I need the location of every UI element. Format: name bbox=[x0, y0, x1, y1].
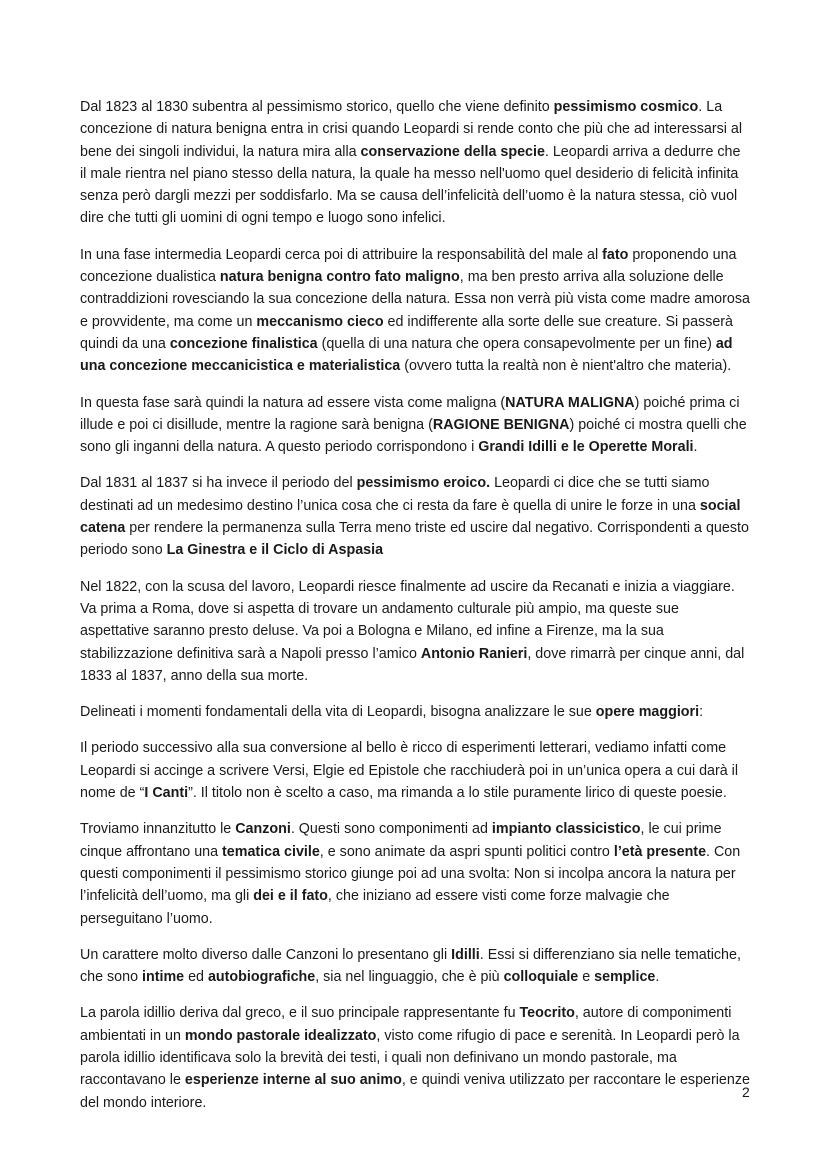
text-run: , ma ben presto arriva alla soluzione delle contraddizioni rovesciando la sua concezione della natura. Essa non verrà più vista come madre amorosa e provvidente, ma come un bbox=[80, 269, 750, 330]
bold-text: natura benigna contro fato maligno bbox=[219, 269, 460, 286]
bold-text: concezione finalistica bbox=[169, 335, 318, 352]
bold-text: ad una concezione meccanicistica e materialistica bbox=[80, 335, 733, 375]
bold-text: I Canti bbox=[144, 785, 189, 802]
bold-text: Teocrito bbox=[519, 1005, 575, 1022]
text-run: . Leopardi arriva a dedurre che il male rientra nel piano stesso della natura, la quale ha messo nell'uomo quel desiderio di felicità infinita senza però dargli mezzi per soddisfarlo. Ma se causa dell’infelicità dell’uomo è la natura stessa, ciò vuol dire che tutti gli uomini di ogni tempo e luogo sono infelici. bbox=[80, 143, 741, 227]
paragraph bbox=[80, 737, 750, 804]
text-run: , visto come rifugio di pace e serenità. In Leopardi però la parola idillio identificava solo la brevità dei testi, i quali non definivano un mondo pastorale, ma raccontavano le bbox=[80, 1027, 740, 1089]
document-body bbox=[80, 96, 750, 1128]
paragraph bbox=[80, 701, 750, 723]
bold-text: l’età presente bbox=[613, 843, 707, 860]
bold-text: La Ginestra e il Ciclo di Aspasia bbox=[166, 542, 384, 559]
paragraph bbox=[80, 576, 750, 687]
text-run: , che iniziano ad essere visti come forze malvagie che perseguitano l’uomo. bbox=[80, 888, 670, 927]
bold-text: Canzoni bbox=[235, 821, 291, 838]
text-run: Nel 1822, con la scusa del lavoro, Leopardi riesce finalmente ad uscire da Recanati e inizia a viaggiare. Va prima a Roma, dove si aspetta di trovare un andamento culturale più ampio, ma queste sue aspettative saranno presto deluse. Va poi a Bologna e Milano, ed infine a Firenze, ma la sua stabilizzazione definitiva sarà a Napoli presso l’amico bbox=[80, 578, 735, 662]
text-run: , e quindi veniva utilizzato per raccontare le esperienze del mondo interiore. bbox=[80, 1072, 750, 1111]
paragraph bbox=[80, 392, 750, 459]
text-run: ) poiché ci mostra quelli che sono gli inganni della natura. A questo periodo corrispondono i bbox=[80, 416, 747, 456]
bold-text: colloquiale bbox=[503, 969, 579, 986]
text-run: . La concezione di natura benigna entra in crisi quando Leopardi si rende conto che più che ad interessarsi al bene dei singoli individui, la natura mira alla bbox=[80, 99, 743, 160]
bold-text: opere maggiori bbox=[595, 704, 700, 721]
bold-text: autobiografiche bbox=[207, 969, 316, 986]
bold-text: impianto classicistico bbox=[491, 821, 641, 838]
bold-text: meccanismo cieco bbox=[256, 313, 384, 330]
bold-text: social catena bbox=[80, 497, 741, 537]
paragraph bbox=[80, 472, 750, 561]
text-run: In questa fase sarà quindi la natura ad essere vista come maligna ( bbox=[80, 394, 506, 411]
page-number: 2 bbox=[742, 1084, 750, 1100]
text-run: Dal 1823 al 1830 subentra al pessimismo storico, quello che viene definito bbox=[80, 99, 554, 115]
text-run: , sia nel linguaggio, che è più bbox=[315, 969, 504, 986]
bold-text: pessimismo eroico. bbox=[356, 475, 491, 492]
text-run: , autore di componimenti ambientati in un bbox=[80, 1005, 732, 1044]
text-run: Leopardi ci dice che se tutti siamo destinati ad un medesimo destino l’unica cosa che ci resta da fare è quella di unire le forze in una bbox=[80, 475, 710, 514]
bold-text: conservazione della specie bbox=[360, 143, 545, 160]
text-run: e bbox=[578, 969, 595, 986]
bold-text: Grandi Idilli e le Operette Morali bbox=[478, 439, 694, 456]
paragraph bbox=[80, 944, 750, 989]
text-run: Delineati i momenti fondamentali della vita di Leopardi, bisogna analizzare le sue bbox=[80, 704, 596, 721]
text-run: In una fase intermedia Leopardi cerca poi di attribuire la responsabilità del male al bbox=[80, 246, 603, 263]
bold-text: intime bbox=[142, 969, 185, 986]
text-run: Dal 1831 al 1837 si ha invece il periodo del bbox=[80, 475, 357, 492]
bold-text: semplice bbox=[594, 969, 656, 986]
paragraph bbox=[80, 1002, 750, 1113]
text-run: ) poiché prima ci illude e poi ci disillude, mentre la ragione sarà benigna ( bbox=[80, 394, 740, 433]
bold-text: RAGIONE BENIGNA bbox=[432, 416, 570, 433]
text-run: . bbox=[693, 439, 698, 456]
text-run: . Essi si differenziano sia nelle tematiche, che sono bbox=[80, 946, 741, 986]
text-run: , dove rimarrà per cinque anni, dal 1833 al 1837, anno della sua morte. bbox=[80, 645, 745, 684]
text-run: La parola idillio deriva dal greco, e il suo principale rappresentante fu bbox=[80, 1005, 520, 1022]
bold-text: Antonio Ranieri bbox=[420, 645, 528, 662]
text-run: . Questi sono componimenti ad bbox=[290, 821, 492, 838]
text-run: ”. Il titolo non è scelto a caso, ma rimanda a lo stile puramente lirico di queste poesie. bbox=[188, 785, 727, 802]
text-run: . Con questi componimenti il pessimismo storico giunge poi ad una svolta: Non si incolpa ancora la natura per l’infelicità dell’uomo, ma gli bbox=[80, 843, 741, 905]
text-run: . bbox=[655, 969, 660, 986]
text-run: Troviamo innanzitutto le bbox=[80, 821, 236, 838]
text-run: ed indifferente alla sorte delle sue creature. Si passerà quindi da una bbox=[80, 313, 734, 352]
paragraph bbox=[80, 244, 750, 378]
bold-text: tematica civile bbox=[222, 843, 320, 860]
text-run: Un carattere molto diverso dalle Canzoni lo presentano gli bbox=[80, 946, 452, 963]
text-run: ed bbox=[184, 969, 208, 986]
bold-text: dei e il fato bbox=[253, 888, 328, 905]
text-run: Il periodo successivo alla sua conversione al bello è ricco di esperimenti letterari, vediamo infatti come Leopardi si accinge a scrivere Versi, Elgie ed Epistole che racchiuderà poi in un’unica opera a cui darà il nome de “ bbox=[80, 740, 739, 802]
bold-text: pessimismo cosmico bbox=[553, 99, 699, 115]
text-run: per rendere la permanenza sulla Terra meno triste ed uscire dal negativo. Corrispondenti a questo periodo sono bbox=[80, 520, 749, 559]
text-run: : bbox=[699, 704, 704, 721]
bold-text: mondo pastorale idealizzato bbox=[184, 1027, 377, 1044]
text-run: (quella di una natura che opera consapevolmente per un fine) bbox=[317, 335, 716, 352]
text-run: proponendo una concezione dualistica bbox=[80, 246, 737, 286]
text-run: (ovvero tutta la realtà non è nient'altro che materia). bbox=[400, 358, 732, 375]
text-run: , le cui prime cinque affrontano una bbox=[80, 821, 722, 860]
bold-text: Idilli bbox=[451, 946, 480, 963]
paragraph bbox=[80, 96, 750, 230]
text-run: , e sono animate da aspri spunti politici contro bbox=[319, 843, 614, 860]
bold-text: NATURA MALIGNA bbox=[505, 394, 635, 411]
bold-text: esperienze interne al suo animo bbox=[184, 1072, 402, 1089]
bold-text: fato bbox=[602, 246, 629, 263]
paragraph bbox=[80, 818, 750, 929]
